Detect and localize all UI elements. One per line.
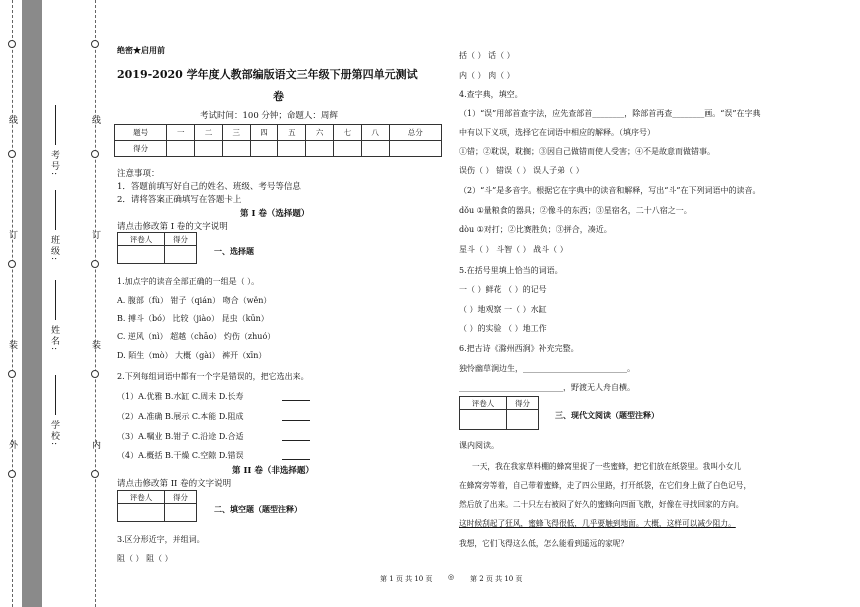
q4-part1-a: （1）“误”用部首查字法，应先查部首________，除部首再查________画。“误”在字典 xyxy=(459,109,761,118)
notes-title: 注意事项： xyxy=(117,169,160,179)
passage-line-1: 一天，我在我家草料棚的蜂窝里捉了一些蜜蜂，把它们放在纸袋里。我叫小女儿 xyxy=(472,462,742,471)
q5-row-2: （ ）地观察 一（ ）水缸 xyxy=(459,305,547,314)
examno-field-line xyxy=(55,105,56,145)
q2-group-4: （4）A.概括 B.干燥 C.空隙 D.错误 xyxy=(117,451,244,460)
grader-cell xyxy=(118,246,165,264)
note-1: 1．答题前填写好自己的姓名、班级、考号等信息 xyxy=(117,182,301,192)
reading-hint: 课内阅读。 xyxy=(459,441,499,450)
school-field-line xyxy=(55,375,56,415)
q2-group-2: （2）A.准确 B.展示 C.本能 D.阻成 xyxy=(117,412,244,421)
q3-words-cont-2: 内（ ） 肉（ ） xyxy=(459,71,515,80)
section2-title: 二、填空题（题型注释） xyxy=(214,504,302,514)
q4-part1-c: ①错；②耽误，耽搁；③因自己做错而使人受害；④不是故意而做错事。 xyxy=(459,147,715,156)
binding-label-bind: 装 xyxy=(7,340,17,351)
score-header-cell: 总分 xyxy=(389,125,441,141)
grader-box xyxy=(117,232,197,264)
score-header-cell: 三 xyxy=(222,125,250,141)
passage-line-4: 这时候刮起了狂风，蜜蜂飞得很低，几乎要触到地面。大概，这样可以减少阻力。 xyxy=(459,519,736,528)
score-cell xyxy=(306,141,334,157)
q2-group-3: （3）A.嘱业 B.钳子 C.沿途 D.合适 xyxy=(117,432,244,441)
binding-hole xyxy=(8,260,16,268)
q2-answer-blank[interactable] xyxy=(282,392,310,401)
examno-field-label: 考号: xyxy=(49,150,59,178)
binding-hole xyxy=(8,370,16,378)
name-field-line xyxy=(55,280,56,320)
score-header-cell: 题号 xyxy=(115,125,167,141)
binding-hole xyxy=(91,370,99,378)
passage-line-2: 在蜂窝旁等着，自己带着蜜蜂，走了四公里路，打开纸袋，在它们身上做了白色记号， xyxy=(459,481,752,490)
binding-label-order: 订 xyxy=(7,230,17,241)
binding-hole xyxy=(8,150,16,158)
question-2: 2.下列每组词语中都有一个字是错误的，把它选出来。 xyxy=(117,372,309,381)
grader-label: 评卷人 xyxy=(118,233,165,246)
confidential-label: 绝密★启用前 xyxy=(117,45,165,55)
cut-line-outer xyxy=(12,0,13,607)
binding-label-inner: 内 xyxy=(90,440,100,451)
q4-part1-d: 误伤（ ） 错误（ ） 误人子弟（ ） xyxy=(459,166,584,175)
q2-answer-blank[interactable] xyxy=(282,432,310,441)
binding-strip-outer xyxy=(22,0,42,607)
score-header-cell: 二 xyxy=(195,125,223,141)
footer-separator-icon: ◎ xyxy=(448,573,455,581)
binding-label-order-inner: 订 xyxy=(90,230,100,241)
q5-row-1: 一（ ）鲜花 （ ）的记号 xyxy=(459,285,547,294)
grader-label: 评卷人 xyxy=(460,397,507,410)
q4-part2-b: dǒu ①量粮食的器具；②像斗的东西；③星宿名，二十八宿之一。 xyxy=(459,206,692,215)
score-cell xyxy=(250,141,278,157)
q4-part2-c: dòu ①对打；②比赛胜负；③拼合，凑近。 xyxy=(459,225,612,234)
question-1: 1.加点字的读音全部正确的一组是（ ）。 xyxy=(117,277,260,286)
question-4: 4.查字典，填空。 xyxy=(459,90,523,99)
score-header-cell: 八 xyxy=(361,125,389,141)
page-footer-right: 第 2 页 共 10 页 xyxy=(470,575,523,583)
score-header-cell: 五 xyxy=(278,125,306,141)
class-field-label: 班级: xyxy=(49,235,59,263)
question-3: 3.区分形近字，并组词。 xyxy=(117,535,205,544)
binding-label-bind-inner: 装 xyxy=(90,340,100,351)
score-header-cell: 四 xyxy=(250,125,278,141)
binding-hole xyxy=(91,40,99,48)
score-cell xyxy=(507,410,539,430)
q2-answer-blank[interactable] xyxy=(282,451,310,460)
part1-hint: 请点击修改第 I 卷的文字说明 xyxy=(117,222,228,232)
score-label: 得分 xyxy=(165,233,197,246)
q4-part1-b: 中有以下义项，选择它在词语中相应的解释。（填序号） xyxy=(459,128,655,137)
section1-title: 一、选择题 xyxy=(214,246,254,256)
question-6: 6.把古诗《滁州西涧》补充完整。 xyxy=(459,344,579,353)
score-cell xyxy=(167,141,195,157)
school-field-label: 学校: xyxy=(49,420,59,448)
score-cell xyxy=(389,141,441,157)
q4-part2-a: （2）“斗”是多音字。根据它在字典中的读音和解释，写出“斗”在下列词语中的读音。 xyxy=(459,186,761,195)
score-header-cell: 六 xyxy=(306,125,334,141)
score-header-cell: 七 xyxy=(334,125,362,141)
score-cell xyxy=(222,141,250,157)
q1-option-c: C. 逆风（nì） 超越（chāo） 灼伤（zhuó） xyxy=(117,332,276,341)
q2-group-1: （1）A.优雅 B.水缸 C.周未 D.长寿 xyxy=(117,392,244,401)
passage-line-5: 我想，它们飞得这么低，怎么能看到遥远的家呢？ xyxy=(459,539,629,548)
binding-hole xyxy=(91,150,99,158)
exam-title: 2019-2020 学年度人教部编版语文三年级下册第四单元测试 xyxy=(117,68,418,81)
binding-hole xyxy=(91,260,99,268)
note-2: 2．请将答案正确填写在答题卡上 xyxy=(117,195,242,205)
page-footer-left: 第 1 页 共 10 页 xyxy=(380,575,433,583)
score-cell xyxy=(165,246,197,264)
name-field-label: 姓名: xyxy=(49,325,59,353)
poem-line-1: 独怜幽草涧边生，__________________________。 xyxy=(459,364,635,373)
score-cell xyxy=(165,504,197,522)
grader-box xyxy=(459,396,539,430)
q4-part2-d: 星斗（ ） 斗智（ ） 战斗（ ） xyxy=(459,245,568,254)
binding-label-line-inner: 线 xyxy=(90,115,100,126)
score-table xyxy=(114,124,442,157)
grader-box xyxy=(117,490,197,522)
grader-cell xyxy=(460,410,507,430)
q5-row-3: （ ）的实验 （ ）地工作 xyxy=(459,324,547,333)
binding-label-outer: 外 xyxy=(7,440,17,451)
binding-hole xyxy=(8,40,16,48)
q1-option-a: A. 腹部（fù） 钳子（qián） 吻合（wěn） xyxy=(117,296,272,305)
part1-title: 第 I 卷（选择题） xyxy=(240,209,310,219)
question-5: 5.在括号里填上恰当的词语。 xyxy=(459,266,563,275)
grader-cell xyxy=(118,504,165,522)
score-cell xyxy=(361,141,389,157)
q1-option-b: B. 搏斗（bó） 比较（jiào） 昆虫（kūn） xyxy=(117,314,269,323)
score-cell xyxy=(278,141,306,157)
score-cell xyxy=(195,141,223,157)
q1-option-d: D. 陌生（mò） 大概（gài） 裤开（xīn） xyxy=(117,351,267,360)
class-field-line xyxy=(55,190,56,230)
cut-line-inner xyxy=(95,0,96,607)
score-label: 得分 xyxy=(165,491,197,504)
grader-label: 评卷人 xyxy=(118,491,165,504)
exam-info: 考试时间：100 分钟；命题人：周辉 xyxy=(200,111,338,121)
score-cell xyxy=(334,141,362,157)
score-row-label: 得分 xyxy=(115,141,167,157)
q3-words-cont-1: 括（ ） 话（ ） xyxy=(459,51,515,60)
passage-line-3: 然后放了出来。二十只左右被闷了好久的蜜蜂向四面飞散，好像在寻找回家的方向。 xyxy=(459,500,744,509)
exam-title-cont: 卷 xyxy=(273,90,284,103)
poem-line-2: __________________________，野渡无人舟自横。 xyxy=(459,383,635,392)
q2-answer-blank[interactable] xyxy=(282,412,310,421)
part2-hint: 请点击修改第 II 卷的文字说明 xyxy=(117,479,232,489)
part2-title: 第 II 卷（非选择题） xyxy=(232,466,314,476)
score-label: 得分 xyxy=(507,397,539,410)
score-header-cell: 一 xyxy=(167,125,195,141)
binding-hole xyxy=(91,470,99,478)
binding-label-line: 线 xyxy=(7,115,17,126)
q3-words: 阻（ ） 阻（ ） xyxy=(117,554,173,563)
section3-title: 三、现代文阅读（题型注释） xyxy=(555,410,659,420)
binding-hole xyxy=(8,470,16,478)
